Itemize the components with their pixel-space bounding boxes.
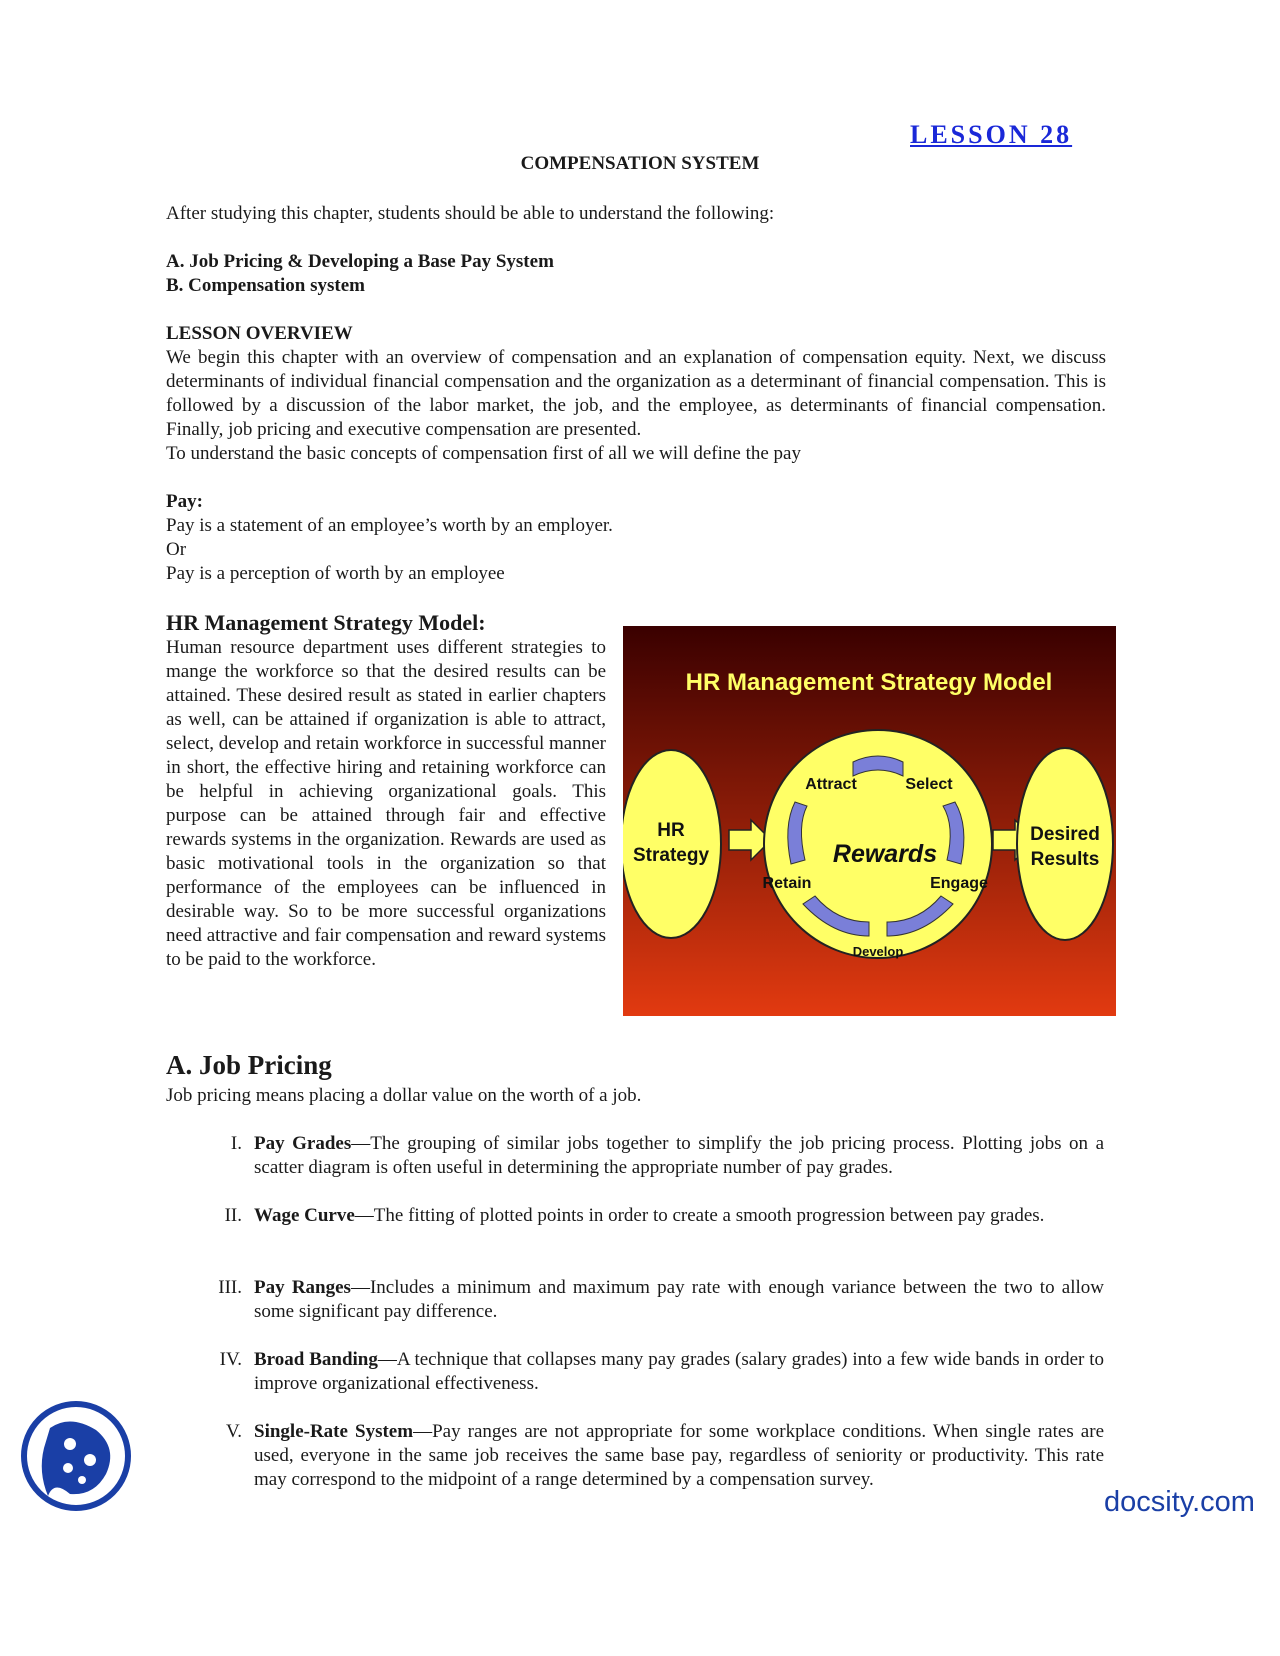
hr-strategy-label-1: HR [657, 820, 685, 841]
list-term: Pay Grades [254, 1133, 352, 1154]
develop-label: Develop [852, 944, 904, 959]
hr-model-heading: HR Management Strategy Model: [166, 610, 486, 635]
rewards-label: Rewards [832, 840, 938, 868]
list-item [202, 1348, 1112, 1396]
pay-heading: Pay: [166, 491, 203, 512]
list-item [202, 1276, 1112, 1324]
list-text: —The fitting of plotted points in order to create a smooth progression between pay grades. [354, 1205, 1045, 1226]
list-number: V. [225, 1421, 242, 1442]
docsity-brand[interactable]: docsity.com [1104, 1486, 1255, 1518]
page-title: COMPENSATION SYSTEM [520, 153, 760, 174]
desired-results-label-2: Results [1030, 849, 1100, 870]
list-item [202, 1204, 1112, 1252]
job-pricing-heading: A. Job Pricing [166, 1050, 332, 1080]
objective-b: B. Compensation system [166, 275, 365, 296]
diagram-title: HR Management Strategy Model [685, 669, 1053, 696]
attract-label: Attract [805, 776, 857, 793]
list-number: III. [218, 1277, 242, 1298]
pay-definition-1: Pay is a statement of an employee’s worth by an employer. [166, 515, 613, 536]
lesson-number: LESSON 28 [910, 120, 1073, 149]
list-number: I. [230, 1133, 242, 1154]
hr-model-body: Human resource department uses different strategies to mange the workforce so that the desired results can be attained. These desired result as stated in earlier chapters as well, can be attained if organization is able to attract, select, develop and retain workforce in successful manner in short, the effective hiring and retaining workforce can be helpful in achieving organizational goals. This purpose can be attained through fair and effective rewards systems in the organization. Rewards are used as basic motivational tools in the organization so that performance of the employees can be influenced in desirable way. So to be more successful organizations need attractive and fair compensation and reward systems to be paid to the workforce. [166, 637, 606, 970]
hr-strategy-label-2: Strategy [632, 845, 710, 866]
objective-a: A. Job Pricing & Developing a Base Pay System [166, 251, 554, 272]
retain-label: Retain [762, 875, 812, 892]
list-text: —The grouping of similar jobs together to simplify the job pricing process. Plotting jobs on a scatter diagram is often useful in determining the appropriate number of pay grades. [254, 1133, 1105, 1178]
hr-strategy-diagram [623, 626, 1116, 1016]
list-term: Single-Rate System [254, 1421, 414, 1442]
list-number: IV. [219, 1349, 242, 1370]
list-text: —Pay ranges are not appropriate for some workplace conditions. When single rates are used, everyone in the same job receives the same base pay, regardless of seniority or productivity. This rate may correspond to the midpoint of a range determined by a compensation survey. [254, 1421, 1104, 1490]
pay-definition-2: Pay is a perception of worth by an employee [166, 563, 505, 584]
list-text: —A technique that collapses many pay grades (salary grades) into a few wide bands in order to improve organizational effectiveness. [254, 1349, 1104, 1394]
list-term: Broad Banding [254, 1349, 378, 1370]
overview-line2: To understand the basic concepts of compensation first of all we will define the pay [166, 443, 801, 464]
overview-body: We begin this chapter with an overview of compensation and an explanation of compensation equity. Next, we discuss determinants of individual financial compensation and the organization as a determinant of financial compensation. This is followed by a discussion of the labor market, the job, and the employee, as determinants of financial compensation. Finally, job pricing and executive compensation are presented. [166, 347, 1106, 440]
engage-label: Engage [930, 875, 988, 892]
list-term: Pay Ranges [254, 1277, 351, 1298]
select-label: Select [905, 776, 953, 793]
desired-results-label-1: Desired [1030, 824, 1100, 845]
overview-heading: LESSON OVERVIEW [166, 323, 353, 344]
list-text: —Includes a minimum and maximum pay rate with enough variance between the two to allow some significant pay difference. [254, 1277, 1104, 1322]
list-item [202, 1420, 1112, 1516]
list-number: II. [224, 1205, 242, 1226]
docsity-logo-icon[interactable] [20, 1400, 132, 1512]
pay-or: Or [166, 539, 187, 560]
intro-text: After studying this chapter, students should be able to understand the following: [166, 203, 775, 224]
hr-strategy-ellipse [623, 750, 721, 938]
list-term: Wage Curve [254, 1205, 355, 1226]
list-item [202, 1132, 1112, 1180]
job-pricing-intro: Job pricing means placing a dollar value on the worth of a job. [166, 1085, 642, 1106]
